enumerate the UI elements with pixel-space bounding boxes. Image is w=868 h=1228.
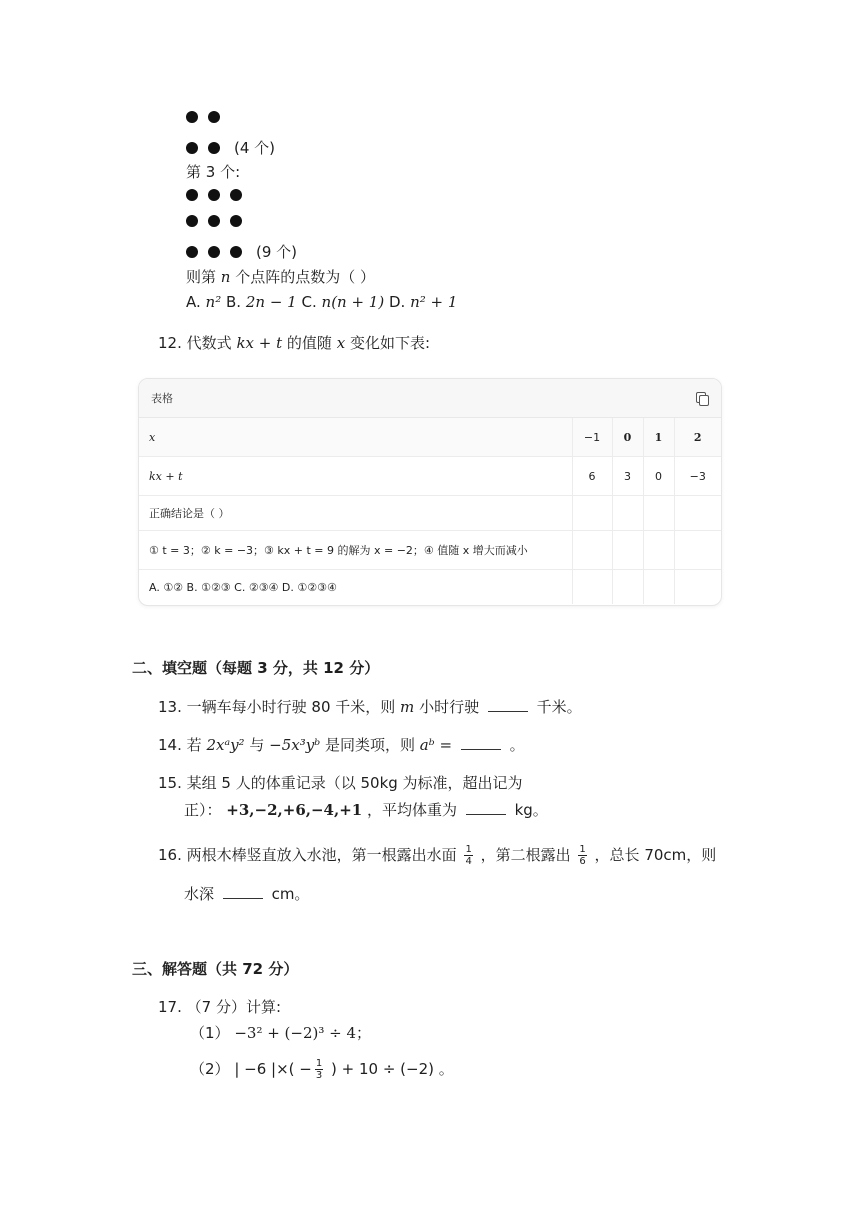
copy-icon[interactable] [695,391,709,405]
q14 [158,734,525,755]
table-cell: kx + t [139,457,572,496]
table-row [139,570,721,605]
dot [230,215,242,227]
table-row [139,531,721,570]
q17-text: （7 分）计算: [186,998,282,1016]
table-cell [572,496,612,531]
table-cell [674,496,721,531]
question-number: 14. [158,736,182,754]
table-cell [643,496,674,531]
q13-var: m [400,698,415,716]
q11-text: 个点阵的点数为（ ） [235,268,376,286]
dot-row-1 [186,111,230,123]
table-cell [572,570,612,605]
q16-text: ，第二根露出 [480,846,571,864]
fraction [464,844,472,867]
table-row [139,496,721,531]
q15-text: kg。 [514,801,548,819]
table-cell: 0 [643,457,674,496]
dot [208,142,220,154]
q13-text: 小时行驶 [419,698,480,716]
fraction [315,1058,323,1081]
table-cell [612,570,643,605]
dot [208,111,220,123]
table-cell [643,531,674,570]
table-card [138,378,722,606]
table-header-cell: 2 [674,418,721,457]
answer-blank[interactable] [461,735,501,750]
question-number: 16. [158,846,182,864]
answer-blank[interactable] [466,800,506,815]
q16-text: cm。 [271,885,310,903]
dot [208,189,220,201]
table-row [139,457,721,496]
q11-text: 则第 [186,268,217,286]
fraction-numerator: 1 [315,1058,323,1069]
q14-text: 是同类项，则 [324,736,415,754]
q14-text: 。 [509,736,525,754]
q12-text: 的值随 [286,334,332,352]
q16-text: ，总长 70cm，则 [594,846,717,864]
fraction-denominator: 6 [579,856,586,867]
option-b-expr: 2n − 1 [245,293,297,311]
part-label: （1） [190,1024,230,1042]
q17-part1 [190,1022,371,1043]
fraction [578,844,586,867]
table-cell [612,496,643,531]
table-cell: −3 [674,457,721,496]
option-c-label: C. [301,293,317,311]
dot [208,246,220,258]
q14-text: 与 [249,736,265,754]
q16-line2 [184,883,309,904]
q12-text: 代数式 [186,334,232,352]
q12-var: x [336,334,346,352]
q17-expr: −3² + (−2)³ ÷ 4； [234,1024,372,1042]
dot [186,246,198,258]
section-3-title: 三、解答题（共 72 分） [132,960,299,978]
q15-line1 [158,772,523,793]
table-cell [674,570,721,605]
table-cell [643,570,674,605]
q12-text: 变化如下表: [349,334,431,352]
dot-row-2 [186,137,275,158]
question-number: 13. [158,698,182,716]
q14-expr: 2xᵃy² [206,736,245,754]
fraction-denominator: 3 [315,1070,323,1081]
value-table [139,418,721,604]
table-card-header [139,379,721,418]
table-header-cell: x [139,418,572,457]
q15-line2 [184,799,548,820]
q13-text: 千米。 [536,698,582,716]
dot [186,215,198,227]
dot [186,111,198,123]
q16-text: 两根木棒竖直放入水池，第一根露出水面 [186,846,457,864]
table-cell: ① t = 3；② k = −3；③ kx + t = 9 的解为 x = −2；④ 值随 x 增大而减小 [139,531,572,570]
dot-row-3 [186,189,252,201]
table-cell [612,531,643,570]
table-cell: 3 [612,457,643,496]
q16-text: 水深 [184,885,215,903]
q17-expr: | −6 |×( [234,1060,295,1078]
fraction-denominator: 4 [465,856,472,867]
table-cell: 正确结论是（ ） [139,496,572,531]
dot-row-5 [186,241,297,262]
table-cell [572,531,612,570]
table-header-cell: −1 [572,418,612,457]
dot-count-note: (9 个) [256,243,298,261]
fraction-numerator: 1 [579,844,586,855]
table-header-cell: 0 [612,418,643,457]
q17-expr: ) + 10 ÷ (−2) 。 [331,1060,454,1078]
fraction-numerator: 1 [465,844,472,855]
q11-options [186,293,457,311]
dot-count-note: (4 个) [234,139,276,157]
q14-text: 若 [186,736,202,754]
option-d-expr: n² + 1 [410,293,458,311]
option-b-label: B. [226,293,242,311]
question-number: 17. [158,998,182,1016]
option-c-expr: n(n + 1) [321,293,385,311]
table-caption: 表格 [151,392,173,405]
q15-values: +3,−2,+6,−4,+1 [226,801,363,819]
dot [186,142,198,154]
q17-intro [158,996,281,1017]
dot-row-4 [186,215,252,227]
option-a-label: A. [186,293,201,311]
answer-blank[interactable] [223,884,263,899]
table-cell: A. ①② B. ①②③ C. ②③④ D. ①②③④ [139,570,572,605]
part-label: （2） [190,1060,230,1078]
question-number: 15. [158,774,182,792]
q15-text: ，平均体重为 [367,801,458,819]
q15-text: 正）： [184,801,222,819]
dot [230,246,242,258]
q11-question [186,266,375,287]
dot [186,189,198,201]
option-d-label: D. [389,293,406,311]
q14-expr: −5x³yᵇ [269,736,321,754]
third-pattern-label: 第 3 个: [186,163,241,181]
q15-text: 某组 5 人的体重记录（以 50kg 为标准，超出记为 [186,774,523,792]
q12-question [158,332,430,353]
q13 [158,696,582,717]
option-a-expr: n² [205,293,222,311]
section-2-title: 二、填空题（每题 3 分，共 12 分） [132,659,380,677]
table-header-cell: 1 [643,418,674,457]
answer-blank[interactable] [488,697,528,712]
q12-expr: kx + t [236,334,283,352]
table-cell: 6 [572,457,612,496]
q14-expr: aᵇ = [419,736,453,754]
table-cell [674,531,721,570]
q16-line1 [158,844,716,867]
q17-part2: （2） | −6 |×( − $\frac{1}{3}$ ) + 10 ÷ (−2) 。 [190,1058,454,1081]
table-row [139,418,721,457]
dot [230,189,242,201]
dot [208,215,220,227]
q11-var: n [220,268,231,286]
question-number: 12. [158,334,182,352]
q13-text: 一辆车每小时行驶 80 千米，则 [186,698,396,716]
